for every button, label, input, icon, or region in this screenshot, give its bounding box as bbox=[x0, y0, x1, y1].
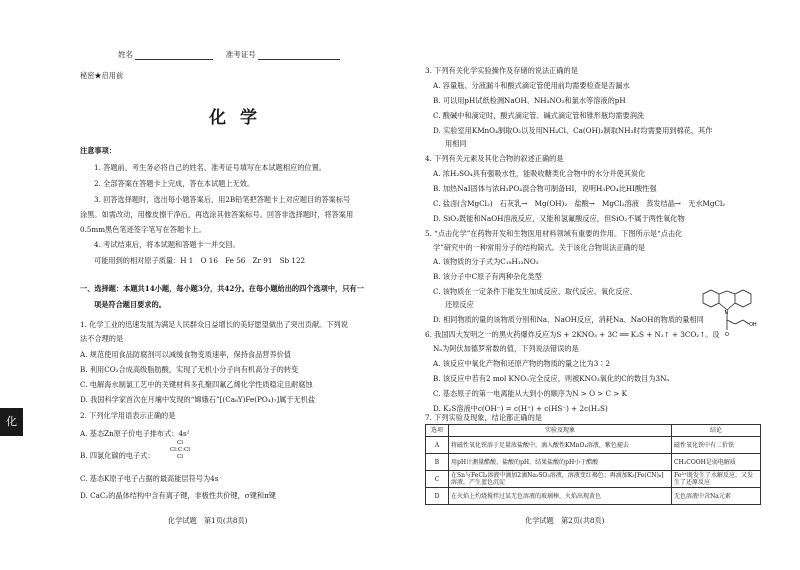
name-label: 姓名 bbox=[118, 50, 133, 59]
notice-heading: 注意事项： bbox=[80, 146, 116, 155]
q4-stem: 4. 下列有关元素及其化合物的叙述正确的是 bbox=[425, 154, 564, 163]
page-title: 化学 bbox=[209, 108, 271, 128]
table-cell-option: A bbox=[426, 437, 449, 454]
notice-line: 涂黑。如需改动，用橡皮擦干净后，再选涂其他答案标号。回答非选择题时，将答案用 bbox=[80, 210, 354, 219]
q5-option-d[interactable]: D. 相同物质的量的该物质分别和Na、NaOH反应，消耗Na、NaOH的物质的量相同 bbox=[433, 315, 704, 324]
q2-option-d[interactable]: D. CaC₂的晶体结构中含有离子键，非极性共价键，σ键和π键 bbox=[80, 491, 276, 500]
q5-stem: 5. “点击化学”在药物开发和生物医用材料领域有重要的作用。下图所示是“点击化 bbox=[425, 229, 683, 238]
table-cell-experiment: 将磁性氧化铁溶于足量浓盐酸中，滴入酸性KMnO₄溶液，紫色褪去 bbox=[449, 437, 672, 454]
q1-option-d[interactable]: D. 我国科学家首次在月壤中发现的“嫦娥石”[(Ca₈Y)Fe(PO₄)₇]属于无机盐 bbox=[80, 395, 316, 404]
notice-line: 3. 回答选择题时，选出每小题答案后，用2B铅笔把答题卡上对应题目的答案标号 bbox=[94, 195, 351, 204]
table-header-row bbox=[426, 425, 761, 437]
q7-options-table bbox=[425, 424, 761, 505]
table-cell-conclusion: 无色溶液中含Na元素 bbox=[672, 488, 761, 505]
page-footer-right: 化学试题 第2页(共8页) bbox=[525, 516, 605, 525]
section-heading: 项是符合题目要求的。 bbox=[94, 300, 166, 309]
q2-option-c[interactable]: C. 基态K原子电子占据的最高能层符号为4s bbox=[80, 474, 219, 483]
q6-option-b[interactable]: B. 该反应中若有2 mol KNO₃完全反应，则被KNO₃氧化的C的数目为3Nₐ bbox=[433, 374, 670, 383]
q5-option-c-cont: 还原反应 bbox=[445, 300, 474, 309]
table-header-cell: 选项 bbox=[426, 425, 449, 437]
table-cell-experiment: 用pH计测量醋酸、盐酸的pH，结果盐酸的pH小于醋酸 bbox=[449, 454, 672, 471]
q1-option-a[interactable]: A. 规范使用食品防腐剂可以减缓食物变质速率，保持食品营养价值 bbox=[80, 350, 292, 359]
exam-header bbox=[118, 49, 340, 60]
secret-label: 秘密★启用前 bbox=[80, 71, 124, 80]
molecule-label-o: O bbox=[725, 332, 729, 338]
table-row[interactable] bbox=[426, 454, 761, 471]
table-cell-option: D bbox=[426, 488, 449, 505]
q4-option-b[interactable]: B. 加热NaI固体与浓H₃PO₄混合物可制备HI，说明H₃PO₄比HI酸性强 bbox=[433, 184, 657, 193]
table-cell-experiment: 在Sn与FeCl₃溶液中滴加2滴Na₂SO₃溶液，溶液变红褐色；再滴加K₃[Fe(CN)₆]溶液，产生蓝色沉淀 bbox=[449, 471, 672, 488]
q6-stem: Nₐ为阿伏加德罗常数的值，下列说法错误的是 bbox=[433, 344, 579, 353]
benzene-ring-right bbox=[735, 290, 751, 307]
right-column bbox=[425, 0, 765, 570]
benzene-ring-left bbox=[703, 290, 719, 307]
exam-number-blank[interactable] bbox=[258, 51, 340, 60]
table-cell-conclusion: Fe³⁺既发生了水解反应，又发生了还原反应 bbox=[672, 471, 761, 488]
q5-option-c[interactable]: C. 该物质在一定条件下能发生加成反应、取代反应、氧化反应、 bbox=[433, 287, 637, 296]
q3-option-c[interactable]: C. 酸碱中和滴定时，酸式滴定管、碱式滴定管和锥形瓶均需要润洗 bbox=[433, 111, 645, 120]
section-heading: 一、选择题：本题共14小题，每小题3分，共42分。在每小题给出的四个选项中，只有一 bbox=[80, 284, 364, 293]
q5-option-b[interactable]: B. 该分子中C原子有两种杂化类型 bbox=[433, 272, 542, 281]
q3-option-b[interactable]: B. 可以用pH试纸检测NaOH、NH₄NO₃和氯水等溶液的pH bbox=[433, 96, 626, 105]
left-column bbox=[80, 0, 400, 570]
table-row[interactable] bbox=[426, 437, 761, 454]
q3-option-d[interactable]: D. 实验室用KMnO₄制取O₂以及用NH₄Cl、Ca(OH)₂制取NH₃时均需要用到棉花，其作 bbox=[433, 126, 713, 135]
page-footer-left: 化学试题 第1页(共8页) bbox=[168, 516, 248, 525]
notice-line: 0.5mm黑色笔迹签字笔写在答题卡上。 bbox=[80, 225, 206, 234]
table-cell-experiment: 在火焰上灼烧搅拌过某无色溶液的玻璃棒，火焰出现黄色 bbox=[449, 488, 672, 505]
notice-line: 4. 考试结束后，将本试题和答题卡一并交回。 bbox=[94, 240, 240, 249]
q5-stem: 学”研究中的一种常用分子的结构简式。关于该化合物说法正确的是 bbox=[433, 243, 646, 252]
q1-option-b[interactable]: B. 利用CO₂合成高级脂肪酸，实现了无机小分子向有机高分子的转变 bbox=[80, 365, 299, 374]
q6-option-c[interactable]: C. 基态原子的第一电离能从大到小的顺序为N > O > C > K bbox=[433, 389, 628, 398]
table-cell-conclusion: 磁性氧化铁中有二价铁 bbox=[672, 437, 761, 454]
q2-option-a[interactable]: A. 基态Zn原子价电子排布式：4s² bbox=[80, 429, 190, 438]
q1-stem: 法不合理的是 bbox=[80, 334, 124, 343]
q3-option-d-cont: 用相同 bbox=[445, 139, 467, 148]
q1-stem: 1. 化学工业的迅速发展为满足人民群众日益增长的美好愿望做出了突出贡献。下列说 bbox=[80, 320, 348, 329]
table-cell-option: B bbox=[426, 454, 449, 471]
q3-option-a[interactable]: A. 容量瓶、分液漏斗和酸式滴定管使用前均需要检查是否漏水 bbox=[433, 81, 630, 90]
table-row[interactable] bbox=[426, 471, 761, 488]
table-cell-conclusion: CH₃COOH是弱电解质 bbox=[672, 454, 761, 471]
name-blank[interactable] bbox=[135, 51, 213, 60]
table-cell-option: C bbox=[426, 471, 449, 488]
q2-option-b[interactable]: B. 四氯化碳的电子式： bbox=[80, 451, 155, 460]
q4-option-c[interactable]: C. 盐卤(含MgCl₂) 石灰乳→ Mg(OH)₂ 盐酸→ MgCl₂溶液 蒸发结晶→ 无水MgCl₂ bbox=[433, 199, 726, 208]
table-header-cell: 实验及现象 bbox=[449, 425, 672, 437]
ccl4-electron-formula: Cl Cl:C:Cl Cl bbox=[169, 440, 191, 460]
q7-stem: 7. 下列实验及现象，结论都正确的是 bbox=[425, 413, 542, 422]
q2-stem: 2. 下列化学用语表示正确的是 bbox=[80, 411, 176, 420]
q4-option-d[interactable]: D. SiO₂既能和NaOH溶液反应，又能和氢氟酸反应，但SiO₂不属于两性氧化物 bbox=[433, 214, 685, 223]
molecule-label-oh: OH bbox=[749, 322, 757, 328]
q6-option-a[interactable]: A. 该反应中氧化产物和还原产物的物质的量之比为3∶2 bbox=[433, 359, 611, 368]
q6-option-d[interactable]: D. K₂S溶液中c(OH⁻) = c(H⁺) + c(HS⁻) + 2c(H₂S) bbox=[433, 404, 608, 413]
q4-option-a[interactable]: A. 浓H₂SO₄具有强吸水性，能吸收糖类化合物中的水分并使其炭化 bbox=[433, 169, 646, 178]
q3-stem: 3. 下列有关化学实验操作及存储的说法正确的是 bbox=[425, 66, 578, 75]
q6-stem: 6. 我国四大发明之一的黑火药爆炸反应为S + 2KNO₃ + 3C ══ K₂S + N₂↑ + 3CO₂↑。设 bbox=[425, 330, 720, 339]
molecule-label-n: N bbox=[724, 310, 729, 316]
side-tab: 化 bbox=[0, 408, 23, 436]
q5-option-a[interactable]: A. 该物质的分子式为C₁₈H₁₃NO₃ bbox=[433, 257, 539, 266]
atomic-mass-line: 可能用到的相对原子质量：H 1 O 16 Fe 56 Zr 91 Sb 122 bbox=[94, 256, 306, 265]
q1-option-c[interactable]: C. 电解海水制氯工艺中的关键材料多孔聚四氟乙烯化学性质稳定且耐腐蚀 bbox=[80, 380, 313, 389]
notice-line: 1. 答题前，考生务必将自己的姓名、准考证号填写在本试题相应的位置。 bbox=[94, 163, 326, 172]
exam-number-label: 准考证号 bbox=[225, 50, 256, 59]
table-row[interactable] bbox=[426, 488, 761, 505]
notice-line: 2. 全部答案在答题卡上完成，答在本试题上无效。 bbox=[94, 179, 255, 188]
table-header-cell: 结论 bbox=[672, 425, 761, 437]
